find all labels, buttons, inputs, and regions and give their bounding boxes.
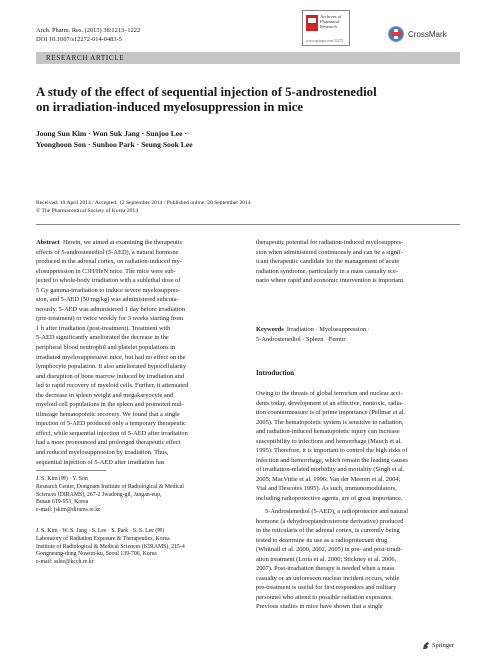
section-heading-introduction: Introduction (256, 369, 294, 377)
intro-line: dents today, development of an effective, nontoxic, radia- (256, 399, 404, 407)
author-list (36, 128, 456, 150)
journal-citation: Arch. Pharm. Res. (2015) 38:1213–1222 (36, 27, 141, 34)
title-line: on irradiation-induced myelosuppression in mice (36, 100, 304, 114)
abstract-line: sequential injection of 5-AED after irradiation has (36, 458, 165, 466)
abstract-line: the decrease in spleen weight and megakaryocyte and (36, 391, 174, 399)
intro-line: 5-Androstenediol (5-AED), a radioprotector and natural (265, 508, 409, 515)
intro-line: Owing to the threats of global terrorism and nuclear acci- (256, 390, 403, 397)
introduction-paragraph-2 (256, 507, 462, 612)
intro-line: casualty or an unforeseen nuclear incident occurs, while (256, 574, 400, 582)
abstract-line: myeloid cell populations in the spleen and promoted mul- (36, 401, 184, 409)
keywords-label: Keywords (256, 326, 284, 333)
abstract (36, 238, 243, 467)
abstract-line: nario where rapid and economic intervention is important. (256, 277, 405, 285)
article-type-band (36, 52, 460, 64)
intro-line: personnel who attend to possible radiation exposures. (256, 593, 393, 601)
doi[interactable]: DOI 10.1007/s12272-014-0483-5 (36, 36, 122, 43)
intro-line: ation treatment (Loria et al. 2000; Stickney et al. 2006, (256, 555, 397, 563)
abstract-line: peripheral blood neutrophil and platelet populations in (36, 344, 176, 352)
journal-logo-title: Archives of Pharmacal Research (320, 14, 342, 29)
email-link[interactable]: e-mail: jskim@dirams.re.kr (36, 507, 101, 514)
intro-line: pre-treatment is useful for first responders and military (256, 584, 397, 592)
title-line: A study of the effect of sequential injection of 5-androstenediol (36, 85, 377, 99)
intro-line: in the reticularis of the adrenal cortex, is currently being (256, 527, 400, 535)
intro-line: and radiation-induced hematopoietic injury can increase (256, 428, 400, 436)
journal-logo-url: www.springer.com/12272 (306, 39, 344, 43)
abstract-line: lymphocyte population. It also ameliorated hypocellularity (36, 363, 187, 371)
abstract-line: neously. 5-AED was administered 1 day before irradiation (36, 305, 186, 313)
article-title (36, 85, 466, 115)
intro-line: including radioprotective agents, are of great importance. (256, 495, 403, 503)
article-type: RESEARCH ARTICLE (46, 54, 125, 62)
intro-line: infection and hemorrhage, which remain the leading causes (256, 456, 408, 464)
springer-horse-icon (422, 641, 430, 650)
abstract-line: jected to whole-body irradiation with a sublethal dose of (36, 277, 181, 285)
abstract-line: radiation syndrome, particularly in a mass casualty sce- (256, 267, 398, 275)
affiliation-2 (36, 528, 246, 567)
abstract-line: had a more pronounced and prolonged therapeutic effect (36, 439, 181, 447)
author-line: Joong Sun Kim · Won Suk Jang · Sunjoo Lee · (36, 129, 187, 138)
publisher-logo (422, 641, 454, 650)
crossmark-badge[interactable] (388, 26, 447, 42)
abstract-line: elosuppression in C3H/HeN mice. The mice were sub- (36, 267, 176, 275)
affiliation-line: Busan 619-953, Korea (36, 499, 89, 506)
intro-line: 2005; MacVittie et al. 1996; Van der Meeren et al. 2004; (256, 475, 401, 483)
intro-line: 2005). The hematopoietic system is sensitive to radiation, (256, 418, 404, 426)
abstract-line: 1 h after irradiation (post-treatment). Treatment with (36, 324, 171, 332)
intro-line: 1995). Therefore, it is important to control the high risks of (256, 447, 408, 455)
abstract-line: and disruption of bone marrow induced by irradiation and (36, 372, 185, 380)
abstract-continued (256, 238, 462, 286)
abstract-line: effect, while sequential injection of 5-AED after irradiation (36, 429, 188, 437)
intro-line: Vial and Descotes 1995). As such, immunomodulators, (256, 485, 397, 493)
abstract-line: produced in the adrenal cortex, on radiation-induced my- (36, 258, 182, 266)
abstract-line: and reduced myelosuppression by irradiation. Thus, (36, 449, 169, 457)
affiliation-line: Institute of Radiological & Medical Sciences (KIRAMS), 215-4 (36, 543, 185, 550)
journal-cover-icon (306, 15, 318, 31)
intro-line: of irradiation-related morbidity and mortality (Singh et al. (256, 466, 405, 474)
publisher-name: Springer (432, 642, 455, 649)
abstract-line: (pre-treatment) or twice weekly for 3 weeks starting from (36, 315, 184, 323)
affiliation-line: J. S. Kim (✉) · Y. Son (36, 476, 88, 482)
intro-line: tion countermeasure is of prime importance (Pellmar et al. (256, 409, 406, 417)
keywords (256, 325, 462, 344)
abstract-line: injection of 5-AED produced only a temporary therapeutic (36, 420, 186, 428)
footnote-divider (36, 470, 106, 471)
introduction-paragraph-1 (256, 389, 462, 504)
intro-line: susceptibility to infections and hemorrhage (Mauch et al. (256, 437, 402, 445)
received-dates: Received: 10 April 2014 / Accepted: 12 September 2014 / Published online: 20 September 2014 (36, 200, 251, 206)
abstract-line: led to rapid recovery of myeloid cells. Further, it attenuated (36, 382, 189, 390)
intro-line: 2007). Post-irradiation therapy is needed when a mass (256, 565, 395, 573)
abstract-line: sion when administered continuously and can be a signif- (256, 248, 403, 256)
intro-line: Previous studies in mice have shown that a single (256, 603, 383, 611)
abstract-line: effects of 5-androstenediol (5-AED), a natural hormone (36, 248, 179, 256)
crossmark-icon (388, 26, 404, 42)
author-line: Yeonghoon Son · Sunhoo Park · Seung Sook Lee (36, 140, 193, 149)
affiliation-line: J. S. Kim · W. S. Jang · S. Lee · S. Park · S. S. Lee (✉) (36, 528, 165, 534)
affiliation-line: Research Center, Dongnam Institute of Radiological & Medical (36, 483, 184, 490)
copyright: © The Pharmaceutical Society of Korea 2014 (36, 208, 139, 214)
abstract-line: tilineage hematopoietic recovery. We found that a single (36, 410, 180, 418)
keywords-line: 5-Androstenediol · Spleen · Femur (256, 335, 346, 343)
abstract-line: irradiated myelosuppressive mice, but had no effect on the (36, 353, 186, 361)
abstract-label: Abstract (36, 239, 60, 246)
header-divider (36, 224, 460, 225)
email-link[interactable]: e-mail: sslee@kcch.re.kr (36, 559, 94, 566)
affiliation-line: Sciences (DIRAMS), 267-2 Jwadong-gil, Jangan-eup, (36, 491, 162, 498)
crossmark-label: CrossMark (408, 29, 447, 39)
abstract-line: therapeutic potential for radiation-induced myelosuppres- (256, 239, 404, 246)
abstract-line: Herein, we aimed at examining the therapeutic (62, 239, 183, 246)
intro-line: tested to determine its use as a radioprotectant drug (256, 536, 388, 544)
keywords-line: Irradiation · Myelosuppression · (286, 326, 370, 333)
intro-line: (Whitnall et al. 2000, 2002, 2005) in pre- and post-irradi- (256, 546, 403, 554)
abstract-line: 5-AED significantly ameliorated the decrease in the (36, 334, 169, 342)
abstract-line: icant therapeutic candidate for the management of acute (256, 258, 400, 266)
abstract-line: sion, and 5-AED (50 mg/kg) was administered subcuta- (36, 296, 179, 304)
intro-line: hormone (a dehydroepiandrosterone derivative) produced (256, 517, 404, 525)
affiliation-1 (36, 476, 246, 515)
journal-logo[interactable] (302, 10, 350, 46)
affiliation-line: Laboratory of Radiation Exposure & Therapeutics, Korea (36, 535, 170, 542)
affiliation-line: Gongneung-dong Nowon-ku, Seoul 139-706, Korea (36, 551, 157, 558)
publication-history (36, 199, 466, 215)
abstract-line: 5 Gy gamma-irradiation to induce severe myelosuppres- (36, 286, 181, 294)
